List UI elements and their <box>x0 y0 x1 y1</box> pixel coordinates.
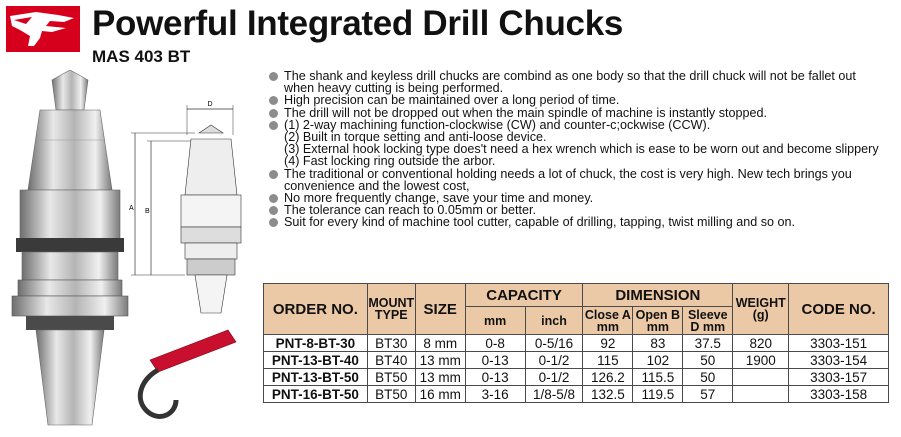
feature-item: The traditional or conventional holding needs a lot of chuck, the cost is very high. New tech brings you convenience and the lowest cost, <box>268 168 898 192</box>
bullet-icon <box>269 72 278 81</box>
col-capacity-inch: inch <box>525 307 583 335</box>
feature-item: The shank and keyless drill chucks are combind as one body so that the drill chuck will not be fallet out when heavy cutting is being performed. <box>268 70 898 94</box>
col-size: SIZE <box>415 284 465 335</box>
bullet-icon <box>269 170 278 179</box>
feature-item: Suit for every kind of machine tool cutter, capable of drilling, tapping, twist milling and so on. <box>268 216 898 228</box>
col-dimension: DIMENSION <box>583 284 733 307</box>
dimension-a-label: A <box>129 205 134 212</box>
bullet-icon <box>269 218 278 227</box>
feature-item: (1) 2-way machining function-clockwise (CW) and counter-c;ockwise (CCW). (2) Built in torque setting and anti-loose device. (3) External hook locking type does't need a hex wrench which is ease to be worn out and become slippery (4) Fast locking ring outside the arbor. <box>268 119 898 168</box>
page-title: Powerful Integrated Drill Chucks <box>92 4 624 43</box>
col-weight: WEIGHT (g) <box>733 284 789 335</box>
col-capacity-mm: mm <box>465 307 525 335</box>
feature-item: High precision can be maintained over a long period of time. <box>268 94 898 106</box>
spec-table <box>263 283 889 403</box>
col-open-b: Open B mm <box>633 307 683 335</box>
feature-item: The drill will not be dropped out when the main spindle of machine is instantly stopped. <box>268 107 898 119</box>
table-row: PNT-13-BT-40 BT40 13 mm 0-13 0-1/2 115 102 50 1900 3303-154 <box>264 352 889 369</box>
bullet-icon <box>269 121 278 130</box>
feature-item: No more frequently change, save your time and money. <box>268 192 898 204</box>
col-sleeve-d: Sleeve D mm <box>683 307 733 335</box>
col-order-no: ORDER NO. <box>264 284 368 335</box>
bullet-icon <box>269 96 278 105</box>
table-row: PNT-16-BT-50 BT50 16 mm 3-16 1/8-5/8 132.5 119.5 57 3303-158 <box>264 386 889 403</box>
col-mount-type: MOUNT TYPE <box>367 284 415 335</box>
eagle-logo-icon <box>6 6 80 52</box>
feature-item: The tolerance can reach to 0.05mm or better. <box>268 204 898 216</box>
feature-list <box>268 70 898 229</box>
col-capacity: CAPACITY <box>465 284 583 307</box>
dimension-diagram <box>125 95 255 315</box>
dimension-d-label: D <box>207 101 213 108</box>
model-subtitle: MAS 403 BT <box>92 47 191 66</box>
col-close-a: Close A mm <box>584 307 631 334</box>
bullet-icon <box>269 109 278 118</box>
table-row: PNT-8-BT-30 BT30 8 mm 0-8 0-5/16 92 83 37.5 820 3303-151 <box>264 335 889 352</box>
dimension-b-label: B <box>145 208 150 215</box>
bullet-icon <box>269 194 278 203</box>
col-code-no: CODE NO. <box>789 284 889 335</box>
table-row: PNT-13-BT-50 BT50 13 mm 0-13 0-1/2 126.2 115.5 50 3303-157 <box>264 369 889 386</box>
bullet-icon <box>269 206 278 215</box>
